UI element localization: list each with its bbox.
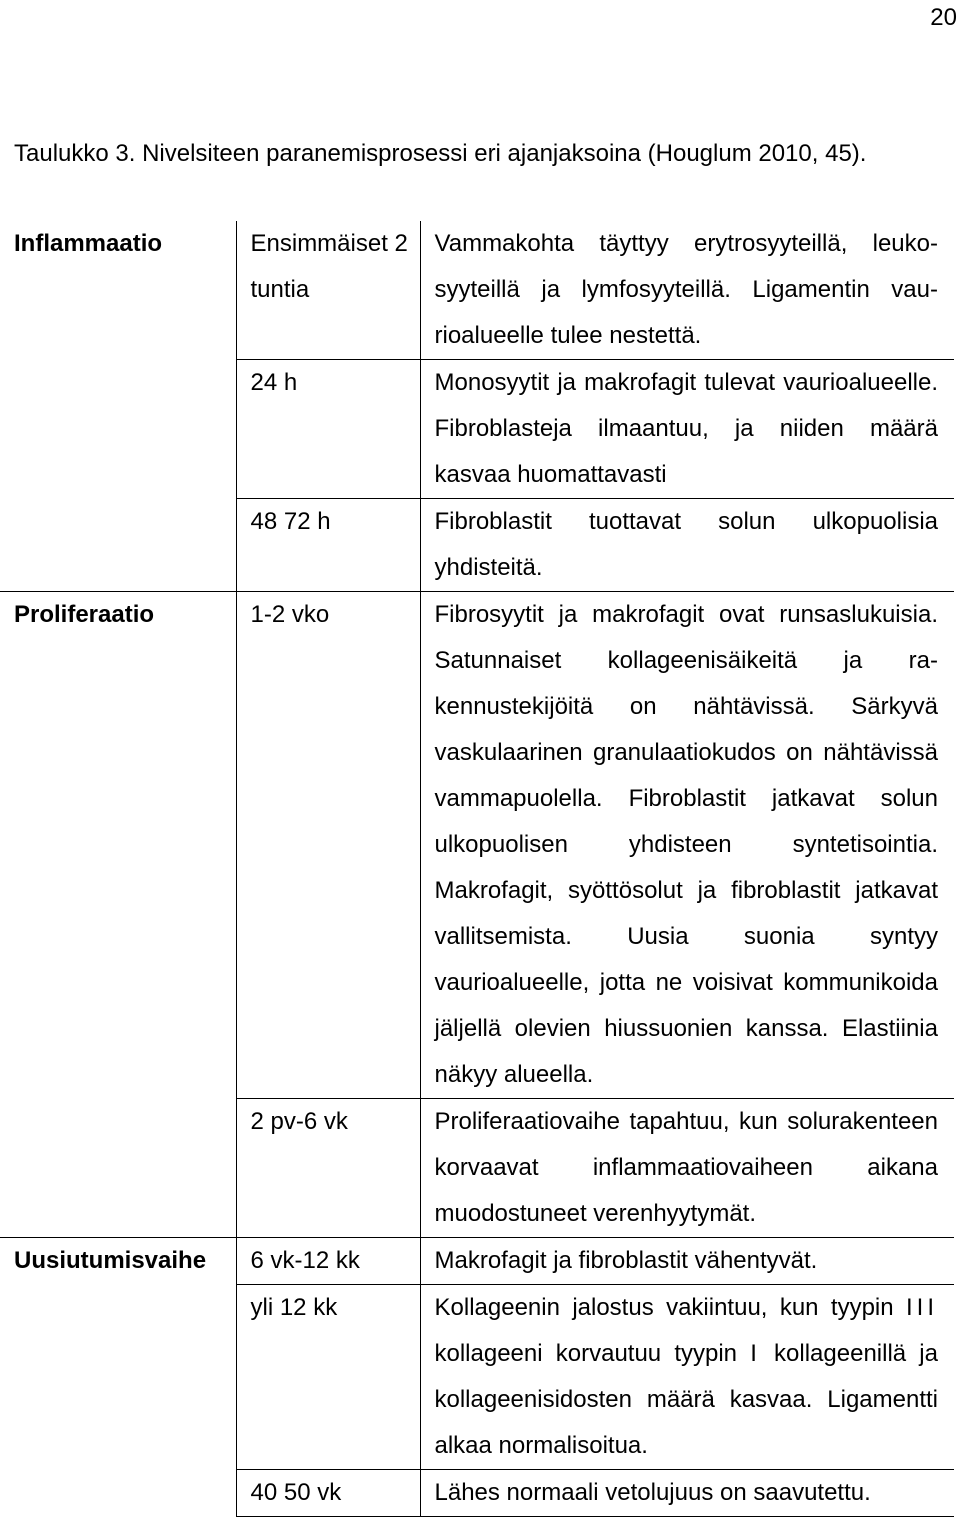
table-row <box>0 360 954 499</box>
healing-phases-table <box>0 221 954 1517</box>
collagen-type-numeral: III <box>906 1294 939 1321</box>
table-row <box>0 592 954 1099</box>
description-text: kollageenillä ja kollageenisidosten määrä kasvaa. Ligamentti alkaa normalisoitua. <box>434 1340 938 1459</box>
time-cell: 24 h <box>236 360 420 499</box>
table-caption: Taulukko 3. Nivelsiteen paranemisprosessi eri ajanjaksoina (Houglum 2010, 45). <box>14 140 867 167</box>
time-cell: yli 12 kk <box>236 1285 420 1470</box>
description-text: kollageeni korvautuu tyypin <box>434 1340 738 1367</box>
description-cell: Fibrosyytit ja makrofagit ovat runsaslukuisia. Satunnaiset kollageenisäikeitä ja rakennustekijöitä on nähtävissä. Särkyvä vaskulaarinen granulaatiokudos on nähtävissä vammapuolella. Fibroblastit jatkavat solun ulkopuolisen yhdisteen syntetisointia. Makrofagit, syöttösolut ja fibroblastit jatkavat vallitsemista. Uusia suonia syntyy vaurioalueelle, jotta ne voisivat kommunikoida jäljellä olevien hiussuonien kanssa. Elastiinia näkyy alueella. <box>420 592 954 1099</box>
phase-cell <box>0 360 236 499</box>
time-cell: 1-2 vko <box>236 592 420 1099</box>
description-cell <box>420 1285 954 1470</box>
page-number: 20 <box>930 4 957 31</box>
time-cell: 6 vk-12 kk <box>236 1238 420 1285</box>
phase-cell: Inflammaatio <box>14 230 163 257</box>
time-cell: 40 50 vk <box>236 1470 420 1517</box>
phase-cell <box>0 1285 236 1470</box>
phase-cell <box>0 499 236 592</box>
table-row <box>0 1285 954 1470</box>
time-cell: Ensimmäiset 2 tuntia <box>236 221 420 360</box>
table-row <box>0 1238 954 1285</box>
table-row <box>0 1470 954 1517</box>
phase-cell <box>0 1099 236 1238</box>
description-cell: Vammakohta täyttyy erytrosyyteillä, leukosyyteillä ja lymfosyyteillä. Ligamentin vaurioalueelle tulee nestettä. <box>420 221 954 360</box>
collagen-type-numeral: I <box>750 1340 761 1367</box>
description-cell: Proliferaatiovaihe tapahtuu, kun solurakenteen korvaavat inflammaatiovaiheen aikana muodostuneet verenhyytymät. <box>420 1099 954 1238</box>
time-cell: 2 pv-6 vk <box>236 1099 420 1238</box>
phase-cell <box>0 1470 236 1517</box>
table-row <box>0 1099 954 1238</box>
table-row <box>0 221 954 360</box>
phase-cell: Uusiutumisvaihe <box>0 1238 236 1285</box>
table-row <box>0 499 954 592</box>
description-text: Kollageenin jalostus vakiintuu, kun tyypin <box>434 1294 894 1321</box>
description-cell: Fibroblastit tuottavat solun ulkopuolisia yhdisteitä. <box>420 499 954 592</box>
description-cell: Makrofagit ja fibroblastit vähentyvät. <box>420 1238 954 1285</box>
time-cell: 48 72 h <box>236 499 420 592</box>
description-cell: Monosyytit ja makrofagit tulevat vaurioalueelle. Fibroblasteja ilmaantuu, ja niiden määrä kasvaa huomattavasti <box>420 360 954 499</box>
description-cell: Lähes normaali vetolujuus on saavutettu. <box>420 1470 954 1517</box>
phase-cell: Proliferaatio <box>0 592 236 1099</box>
